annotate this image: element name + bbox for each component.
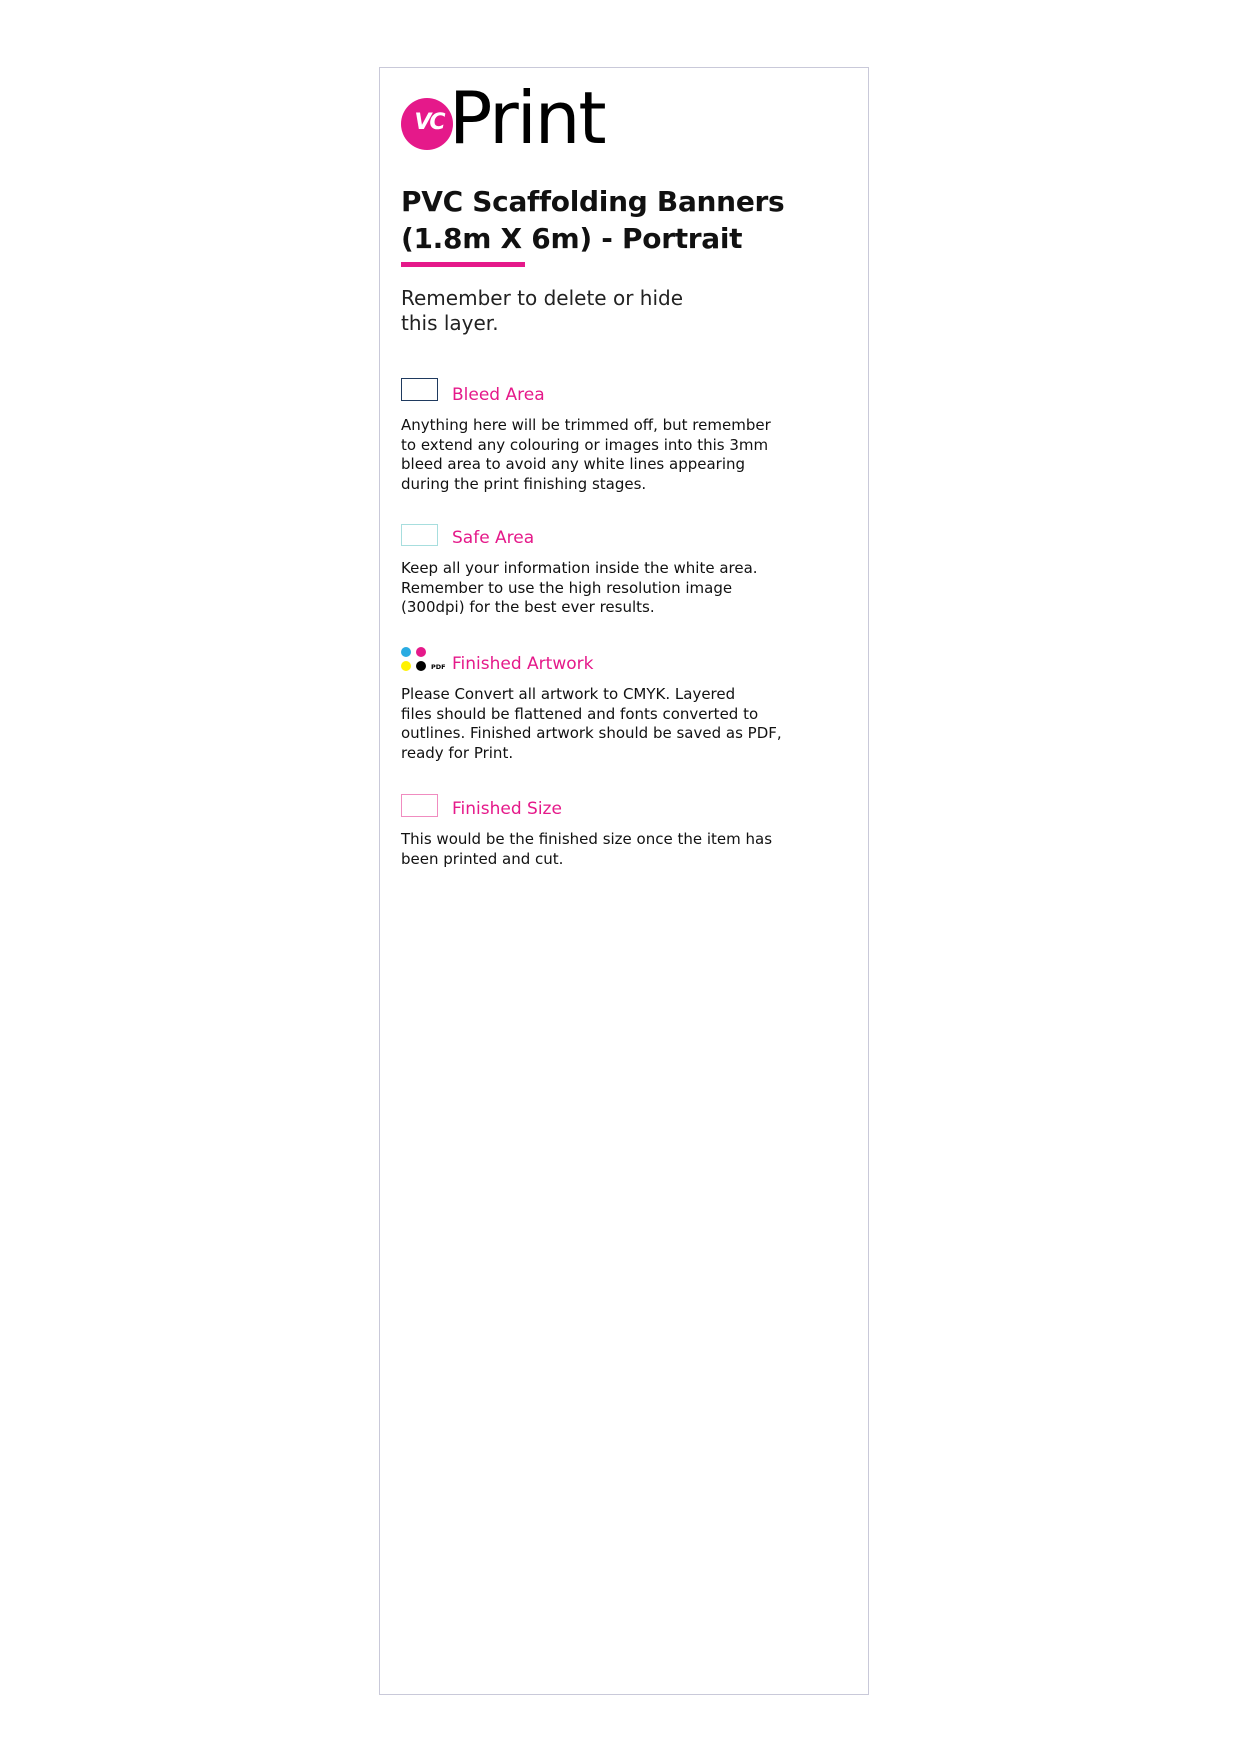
safe-area-swatch [401,524,438,546]
black-dot-icon [416,661,426,671]
description-line: bleed area to avoid any white lines appearing [401,455,746,473]
finished-size-swatch [401,794,438,817]
description-line: files should be flattened and fonts converted to [401,704,759,723]
reminder-line: Remember to delete or hide [401,286,684,310]
reminder-line: this layer. [401,311,499,335]
reminder-note [401,286,731,336]
cmyk-pdf-icon [401,647,451,673]
description-line: This would be the finished size once the item has [401,830,773,848]
description-line: to extend any colouring or images into this 3mm [401,435,769,454]
finished-size-description [401,830,821,869]
description-line: Please Convert all artwork to CMYK. Layered [401,685,736,703]
logo-mark: VC [414,110,444,135]
pdf-label: PDF [431,663,446,671]
description-line: Keep all your information inside the white area. [401,559,758,577]
safe-area-description [401,559,821,618]
description-line: (300dpi) for the best ever results. [401,598,655,616]
description-line: outlines. Finished artwork should be saved as PDF, [401,724,782,742]
description-line: Anything here will be trimmed off, but remember [401,416,771,434]
page-title [401,183,821,257]
yellow-dot-icon [401,661,411,671]
bleed-area-swatch [401,378,438,401]
description-line: ready for Print. [401,743,514,762]
finished-size-heading: Finished Size [452,799,562,819]
logo-wordmark: Print [449,76,605,160]
title-line: (1.8m X 6m) - Portrait [401,222,743,255]
safe-area-heading: Safe Area [452,528,535,548]
description-line: Remember to use the high resolution image [401,578,733,597]
bleed-area-heading: Bleed Area [452,385,545,405]
description-line: been printed and cut. [401,849,564,868]
bleed-area-description [401,416,821,494]
magenta-dot-icon [416,647,426,657]
description-line: during the print finishing stages. [401,474,647,493]
vcprint-logo [401,76,621,160]
title-underline [401,262,525,267]
cyan-dot-icon [401,647,411,657]
title-line: PVC Scaffolding Banners [401,185,785,218]
finished-artwork-heading: Finished Artwork [452,654,594,674]
finished-artwork-description [401,685,821,763]
